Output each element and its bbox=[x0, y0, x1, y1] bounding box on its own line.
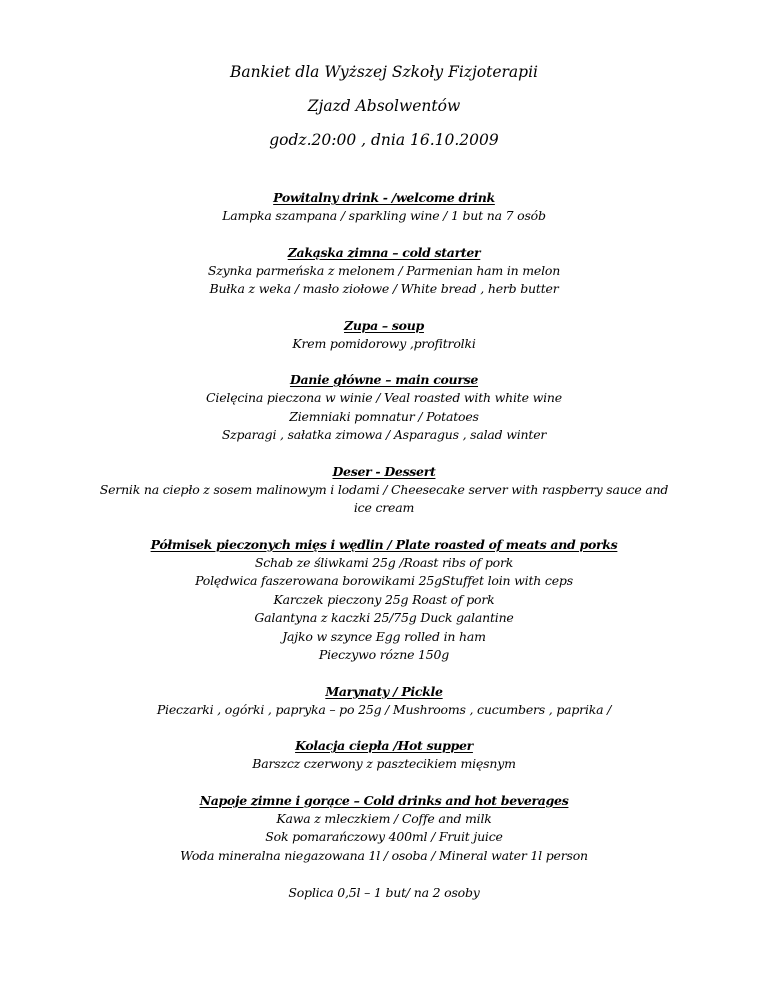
section-title: Marynaty / Pickle bbox=[325, 683, 443, 699]
menu-item: Barszcz czerwony z pasztecikiem mięsnym bbox=[252, 756, 516, 771]
section-main-course bbox=[0, 371, 768, 445]
menu-item: Lampka szampana / sparkling wine / 1 but na 7 osób bbox=[222, 208, 546, 223]
reunion-subtitle: Zjazd Absolwentów bbox=[307, 97, 461, 115]
section-meat-platter bbox=[0, 536, 768, 665]
menu-item: Karczek pieczony 25g Roast of pork bbox=[273, 591, 495, 607]
section-dessert bbox=[0, 463, 768, 518]
section-title: Deser - Dessert bbox=[332, 463, 436, 479]
section-beverages bbox=[0, 792, 768, 866]
menu-item: Jajko w szynce Egg rolled in ham bbox=[282, 628, 486, 644]
section-title: Zakąska zimna – cold starter bbox=[287, 244, 481, 260]
menu-item: Schab ze śliwkami 25g /Roast ribs of pork bbox=[254, 554, 514, 570]
menu-item: Polędwica faszerowana borowikami 25gStuffet loin with ceps bbox=[195, 573, 573, 588]
menu-item: Sok pomarańczowy 400ml / Fruit juice bbox=[265, 829, 503, 844]
section-title: Napoje zimne i gorące – Cold drinks and hot beverages bbox=[199, 792, 569, 808]
menu-item: Woda mineralna niegazowana 1l / osoba / Mineral water 1l person bbox=[180, 847, 588, 863]
section-welcome-drink bbox=[0, 189, 768, 226]
menu-item: Bułka z weka / masło ziołowe / White bread , herb butter bbox=[209, 281, 559, 296]
event-datetime: godz.20:00 , dnia 16.10.2009 bbox=[269, 131, 499, 149]
menu-item: Krem pomidorowy ,profitrolki bbox=[292, 335, 476, 351]
banquet-title: Bankiet dla Wyższej Szkoły Fizjoterapii bbox=[229, 63, 538, 81]
menu-item: Pieczywo rózne 150g bbox=[318, 647, 450, 662]
vodka-note: Soplica 0,5l – 1 but/ na 2 osoby bbox=[288, 885, 480, 900]
section-soup bbox=[0, 317, 768, 354]
menu-item: Galantyna z kaczki 25/75g Duck galantine bbox=[254, 610, 514, 625]
section-hot-supper bbox=[0, 737, 768, 774]
section-pickles bbox=[0, 683, 768, 720]
section-title: Półmisek pieczonych mięs i wędlin / Plate roasted of meats and porks bbox=[150, 536, 618, 552]
menu-item: Szynka parmeńska z melonem / Parmenian ham in melon bbox=[207, 262, 561, 278]
menu-item: Kawa z mleczkiem / Coffe and milk bbox=[276, 810, 492, 826]
menu-sections bbox=[0, 189, 768, 883]
menu-item: Cielęcina pieczona w winie / Veal roasted with white wine bbox=[206, 390, 562, 405]
section-cold-starter bbox=[0, 244, 768, 299]
menu-item: Szparagi , sałatka zimowa / Asparagus , salad winter bbox=[221, 427, 547, 442]
section-title: Kolacja ciepła /Hot supper bbox=[295, 738, 473, 753]
menu-item: Pieczarki , ogórki , papryka – po 25g / Mushrooms , cucumbers , paprika / bbox=[156, 701, 612, 717]
section-title: Zupa – soup bbox=[344, 317, 424, 333]
section-title: Danie główne – main course bbox=[289, 372, 479, 387]
section-title: Powitalny drink - /welcome drink bbox=[273, 190, 495, 205]
menu-item: Ziemniaki pomnatur / Potatoes bbox=[289, 408, 479, 424]
menu-item: Sernik na ciepło z sosem malinowym i lodami / Cheesecake server with raspberry sauce and ice cream bbox=[99, 481, 669, 515]
